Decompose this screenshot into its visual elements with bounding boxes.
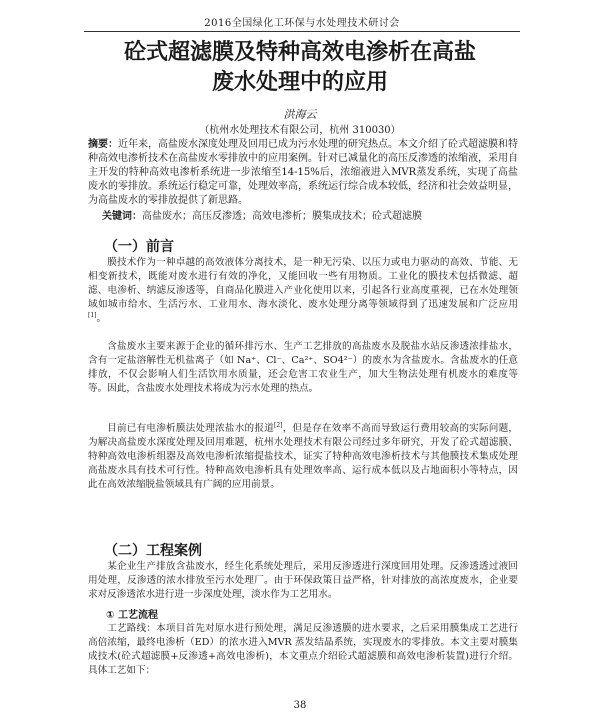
intro-paragraph-3-start: 目前已有电渗析膜法处理浓盐水的报道	[107, 423, 274, 434]
case-paragraph-1: 某企业生产排放含盐废水，经生化系统处理后，采用反渗透进行深度回用处理。反渗透透过液回用处理，反渗透的浓水排放至污水处理厂。由于环保政策日益严格，针对排放的高浓度废水，企业要求对反渗透浓水进行进一步深度处理，淡水作为工艺用水。	[88, 561, 518, 600]
paper-title-line-1: 砼式超滤膜及特种高效电渗析在高盐	[123, 40, 476, 65]
running-header: 2016全国绿化工环保与水处理技术研讨会	[84, 14, 520, 32]
abstract-text: 近年来，高盐废水深度处理及回用已成为污水处理的研究热点。本文介绍了砼式超滤膜和特种高效电渗析技术在高盐废水零排放中的应用案例。针对已减量化的高压反渗透的浓缩液，采用自主开发的特种高效电渗析系统进一步浓缩至14-15%后，浓缩液进入MVR蒸发系统，实现了高盐废水的零排放。系统运行稳定可靠，处理效率高，系统运行综合成本较低，经济和社会效益明显，为高盐废水的零排放提供了新思路。	[88, 139, 518, 206]
paper-title-line-2: 废水处理中的应用	[211, 70, 388, 95]
keywords-text: 高盐废水；高压反渗透；高效电渗析；膜集成技术；砼式超滤膜	[142, 211, 422, 222]
intro-paragraph-1-end: 。	[96, 313, 107, 324]
section-heading-intro: （一）前言	[104, 239, 174, 255]
abstract-label: 摘要：	[88, 139, 118, 150]
page-number: 38	[293, 700, 307, 711]
citation-ref-2: [2]	[274, 421, 283, 429]
affiliation: （杭州水处理技术有限公司，杭州 310030）	[199, 125, 401, 136]
intro-paragraph-1	[88, 256, 518, 326]
section-heading-case: （二）工程案例	[104, 543, 202, 559]
author: 洪海云	[283, 108, 317, 121]
intro-paragraph-3-end: ，但是存在效率不高而导致运行费用较高的实际问题，为解决高盐废水深度处理及回用难题，杭州水处理技术有限公司经过多年研究，开发了砼式超滤膜、特种高效电渗析组器及高效电渗析浓缩提盐技术，证实了特种高效电渗析技术与其他膜技术集成处理高盐废水具有技术可行性。特种高效电渗析具有处理效率高、运行成本低以及占地面积小等特点，因此在高效浓缩脱盐领域具有广阔的应用前景。	[88, 423, 518, 490]
subsection-heading-process: ① 工艺流程	[106, 610, 158, 621]
citation-ref-1: [1]	[88, 311, 97, 319]
keywords	[102, 210, 522, 224]
abstract	[88, 138, 518, 208]
intro-paragraph-2: 含盐废水主要来源于企业的循环排污水、生产工艺排放的高盐废水及脱盐水站反渗透浓排盐水，含有一定盐溶解性无机盐离子（如 Na⁺、Cl⁻、Ca²⁺、SO4²⁻）的废水为含盐废水。含盐废水的任意排放，不仅会影响人们生活饮用水质量，还会危害工农业生产，加大生物法处理有机废水的难度等等。因此，含盐废水处理技术将成为污水处理的热点。	[88, 341, 518, 394]
keywords-label: 关键词：	[102, 211, 142, 222]
process-paragraph: 工艺路线：本项目首先对原水进行预处理，满足反渗透膜的进水要求，之后采用膜集成工艺进行高倍浓缩，最终电渗析（ED）的浓水进入MVR 蒸发结晶系统，实现废水的零排放。本文主要对膜集成技术(砼式超滤膜+反渗透+高效电渗析)，本文重点介绍砼式超滤膜和高效电渗析装置)进行介绍。具体工艺如下：	[88, 623, 518, 676]
intro-paragraph-3	[88, 422, 518, 492]
intro-paragraph-1-text: 膜技术作为一种卓越的高效液体分离技术，是一种无污染、以压力或电力驱动的高效、节能、无相变新技术，既能对废水进行有效的净化，又能回收一些有用物质。工业化的膜技术包括微滤、超滤、电渗析、纳滤反渗透等，自商品化膜进入产业化使用以来，引起各行业高度重视，已在水处理领域如城市给水、生活污水、工业用水、海水淡化、废水处理分离等领域得到了迅速发展和广泛应用	[88, 257, 518, 310]
